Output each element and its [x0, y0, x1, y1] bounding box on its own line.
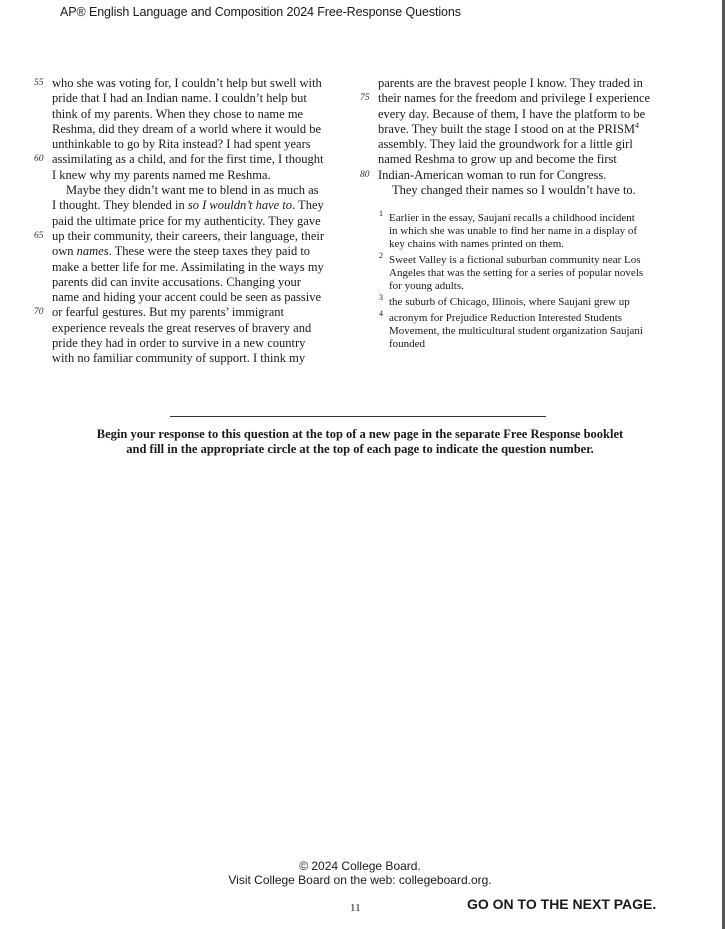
passage-column-left — [34, 76, 342, 367]
passage-line — [34, 76, 342, 91]
footnote — [378, 251, 678, 293]
passage-line — [52, 122, 342, 137]
passage-text: Indian-American woman to run for Congress. — [378, 167, 607, 182]
passage-text: unthinkable to go by Rita instead? I had spent years — [52, 137, 311, 152]
copyright-text: © 2024 College Board. — [299, 859, 421, 873]
footnote-mark: 1 — [379, 209, 383, 218]
passage-text: or fearful gestures. But my parents’ immigrant — [52, 305, 284, 320]
instruction-line: Begin your response to this question at the top of a new page in the separate Free Response booklet — [96, 427, 624, 441]
passage-text: . They — [292, 198, 324, 213]
passage-text: assembly. They laid the groundwork for a little girl — [378, 137, 633, 152]
footnote-text: acronym for Prejudice Reduction Interested Students — [389, 312, 623, 324]
passage-text: brave. They built the stage I stood on at the PRISM — [378, 121, 636, 136]
passage-text: . These were the steep taxes they paid to — [108, 244, 311, 259]
response-instruction — [60, 427, 660, 457]
passage-text: experience reveals the great reserves of bravery and — [52, 320, 312, 335]
footnote-text: Movement, the multicultural student organization Saujani — [389, 325, 643, 337]
passage-line — [52, 91, 342, 106]
passage-line — [52, 137, 342, 152]
passage-line — [34, 305, 342, 320]
passage-line — [378, 76, 670, 91]
passage-text: They changed their names so I wouldn’t have to. — [392, 183, 636, 198]
passage-text: assimilating as a child, and for the first time, I thought — [52, 152, 324, 167]
passage-text-italic: so I wouldn’t have to — [187, 198, 293, 213]
line-number: 60 — [34, 154, 44, 165]
footnote — [378, 209, 678, 251]
passage-line — [52, 260, 342, 275]
passage-text: their names for the freedom and privilege I experience — [378, 91, 651, 106]
line-number: 75 — [360, 93, 370, 104]
passage-text: think of my parents. When they chose to name me — [52, 106, 304, 121]
passage-text: up their community, their careers, their language, their — [52, 228, 325, 243]
passage-line — [52, 321, 342, 336]
passage-text: own — [52, 244, 77, 259]
passage-line — [52, 290, 342, 305]
footnote-text: Earlier in the essay, Saujani recalls a childhood incident — [389, 212, 635, 224]
passage-line — [52, 336, 342, 351]
page-header: AP® English Language and Composition 2024 Free-Response Questions — [60, 5, 461, 19]
line-number: 80 — [360, 169, 370, 180]
passage-line — [378, 107, 670, 122]
passage-text: pride they had in order to survive in a new country — [52, 336, 306, 351]
passage-line — [52, 244, 342, 259]
passage-line — [52, 107, 342, 122]
line-number: 65 — [34, 230, 44, 241]
footnote-mark: 2 — [379, 251, 383, 260]
page-footer — [160, 859, 560, 887]
footnote-mark: 4 — [379, 309, 383, 318]
passage-line — [52, 214, 342, 229]
footnote-text: in which she was unable to find her name in a display of — [389, 225, 638, 237]
passage-text: named Reshma to grow up and become the first — [378, 152, 617, 167]
passage-text: I knew why my parents named me Reshma. — [52, 167, 271, 182]
passage-text: name and hiding your accent could be seen as passive — [52, 290, 322, 305]
passage-text-italic: names — [76, 244, 109, 259]
footnote-text: Sweet Valley is a fictional suburban community near Los — [389, 254, 641, 266]
instruction-line: and fill in the appropriate circle at the top of each page to indicate the question number. — [126, 442, 594, 456]
website-text: Visit College Board on the web: collegeboard.org. — [228, 873, 492, 887]
passage-line — [52, 183, 342, 198]
passage-line — [34, 152, 342, 167]
passage-text: I thought. They blended in — [52, 198, 188, 213]
passage-text: parents did can invite accusations. Changing your — [52, 274, 301, 289]
footnote-reference: 4 — [635, 120, 640, 130]
line-number: 70 — [34, 307, 44, 318]
passage-line — [52, 168, 342, 183]
passage-text: with no familiar community of support. I think my — [52, 351, 306, 366]
passage-line — [52, 351, 342, 366]
footnote — [378, 293, 678, 309]
passage-line — [378, 152, 670, 167]
next-page-notice: GO ON TO THE NEXT PAGE. — [467, 896, 657, 912]
footnotes — [378, 209, 678, 354]
page-number: 11 — [350, 902, 361, 914]
passage-text: who she was voting for, I couldn’t help but swell with — [52, 76, 322, 90]
passage-line — [52, 198, 342, 213]
passage-line — [52, 275, 342, 290]
passage-line — [360, 167, 670, 183]
passage-line — [378, 137, 670, 152]
passage-text: make a better life for me. Assimilating in the ways my — [52, 259, 324, 274]
passage-line — [34, 228, 342, 244]
footnote-text: founded — [389, 338, 426, 350]
footnote-text: key chains with names printed on them. — [389, 238, 565, 250]
passage-text: every day. Because of them, I have the platform to be — [378, 106, 646, 121]
passage-text: paid the ultimate price for my authenticity. They gave — [52, 213, 321, 228]
passage-line — [378, 183, 670, 198]
passage-line — [360, 91, 670, 106]
footnote-text: Angeles that was the setting for a series of popular novels — [389, 267, 644, 279]
passage-text: pride that I had an Indian name. I couldn’t help but — [52, 91, 307, 106]
section-divider — [170, 416, 546, 417]
footnote-mark: 3 — [379, 293, 383, 302]
footnote-text: for young adults. — [389, 280, 464, 292]
footnote — [378, 309, 678, 351]
passage-column-right — [360, 76, 670, 198]
footnote-text: the suburb of Chicago, Illinois, where Saujani grew up — [389, 296, 630, 308]
passage-line — [378, 122, 670, 137]
passage-text: parents are the bravest people I know. They traded in — [378, 76, 643, 90]
line-number: 55 — [34, 78, 44, 88]
passage-text: Maybe they didn’t want me to blend in as much as — [66, 183, 319, 198]
passage-text: Reshma, did they dream of a world where it would be — [52, 121, 322, 136]
